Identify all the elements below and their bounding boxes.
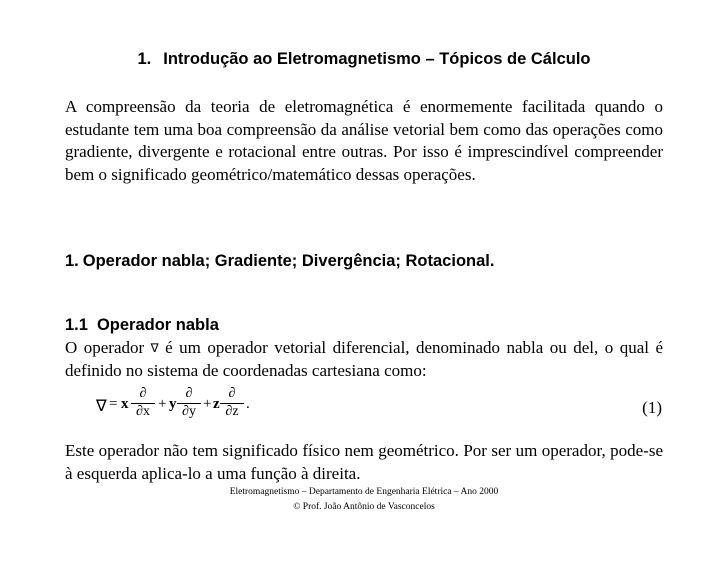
intro-paragraph: A compreensão da teoria de eletromagnética é enormemente facilitada quando o estudante tem uma boa compreensão da análise vetorial bem como das operações como gradiente, divergente e rotacional entre outras. Por isso é imprescindível compreender bem o significado geométrico/matemático dessas operações. — [65, 97, 663, 184]
equation-period: . — [246, 396, 250, 412]
denominator-y: ∂y — [182, 404, 196, 419]
section-number: 1. — [65, 252, 79, 270]
subsection-number: 1.1 — [65, 316, 88, 334]
equals-sign: = — [109, 396, 118, 412]
title-number: 1. — [137, 50, 152, 68]
fraction-x — [131, 386, 155, 420]
partial-numerator: ∂ — [228, 386, 236, 401]
footer-line-2: © Prof. João Antônio de Vasconcelos — [293, 502, 435, 512]
partial-numerator: ∂ — [139, 386, 147, 401]
section-heading-1 — [65, 252, 665, 271]
section-heading-1-1 — [65, 316, 665, 335]
footer-line-1: Eletromagnetismo – Departamento de Engenharia Elétrica – Ano 2000 — [229, 487, 499, 497]
fraction-z — [220, 386, 244, 420]
unit-vector-y: y — [169, 396, 177, 412]
partial-numerator: ∂ — [185, 386, 193, 401]
nabla-equation — [96, 384, 666, 426]
section-title: Operador nabla; Gradiente; Divergência; Rotacional. — [82, 252, 495, 270]
equation-lhs: ∇ — [96, 398, 107, 415]
fraction-y — [177, 386, 201, 420]
nabla-symbol: ∇ — [150, 341, 159, 355]
unit-vector-x: x — [121, 396, 129, 412]
para-after: é um operador vetorial diferencial, denominado nabla ou del, o qual é definido no sistema de coordenadas cartesiana como: — [65, 338, 663, 380]
plus-sign: + — [203, 396, 212, 412]
plus-sign: + — [158, 396, 167, 412]
nabla-definition-paragraph — [65, 337, 663, 382]
denominator-z: ∂z — [225, 404, 239, 419]
document-title — [0, 50, 728, 69]
para-before: O operador — [65, 338, 145, 357]
title-text: Introdução ao Eletromagnetismo – Tópicos de Cálculo — [163, 50, 591, 68]
equation-number: (1) — [642, 398, 662, 417]
subsection-title: Operador nabla — [96, 316, 219, 334]
unit-vector-z: z — [213, 396, 220, 412]
denominator-x: ∂x — [136, 404, 150, 419]
operator-note-paragraph: Este operador não tem significado físico nem geométrico. Por ser um operador, pode-se à esquerda aplica-lo a uma função à direita. — [65, 441, 663, 483]
